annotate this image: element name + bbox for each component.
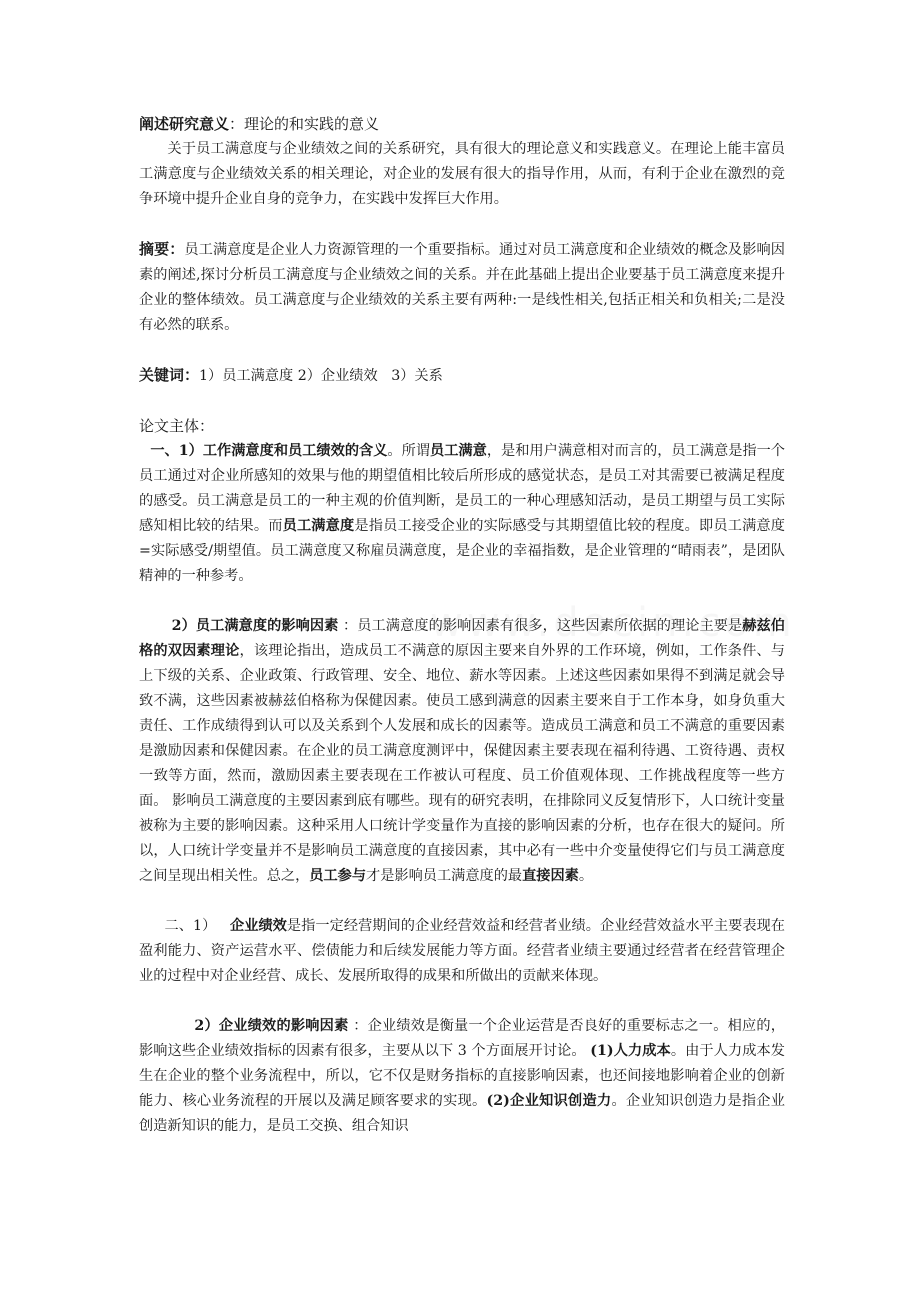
abstract-label: 摘要： <box>139 240 185 258</box>
section-3-text: 是指一定经营期间的企业经营效益和经营者业绩。企业经营效益水平主要表现在盈利能力、资产运营水平、偿债能力和后续发展能力等方面。经营者业绩主要通过经营者在经营管理企业的过程中对企业经营、成长、发展所取得的成果和所做出的贡献来体现。 <box>139 918 785 984</box>
section-2 <box>139 614 785 889</box>
section-1-text: 是指员工接受企业的实际感受与其期望值比较的程度。即员工满意度=实际感受/期望值。员工满意度又称雇员满意度，是企业的幸福指数，是企业管理的“晴雨表”，是团队精神的一种参考。 <box>139 518 785 584</box>
keyword-1: 1）员工满意度 <box>199 368 294 384</box>
significance-label: 阐述研究意义 <box>139 115 230 133</box>
section-4-bold-term: (1)人力成本 <box>590 1043 671 1059</box>
section-1-bold-term: 员工满意度 <box>282 518 355 534</box>
section-3 <box>139 914 785 989</box>
section-2-text: ，该理论指出，造成员工不满意的原因主要来自外界的工作环境，例如，工作条件、与上下级的关系、企业政策、行政管理、安全、地位、薪水等因素。上述这些因素如果得不到满足就会导致不满，这些因素被赫兹伯格称为保健因素。使员工感到满意的因素主要来自于工作本身，如身负重大责任、工作成绩得到认可以及关系到个人发展和成长的因素等。造成员工满意和员工不满意的重要因素是激励因素和保健因素。在企业的员工满意度测评中，保健因素主要表现在福利待遇、工资待遇、责权一致等方面，然而，激励因素主要表现在工作被认可程度、员工价值观体现、工作挑战程度等一些方面。 影响员工满意度的主要因素到底有哪些。现有的研究表明，在排除同义反复情形下，人口统计变量被称为主要的影响因素。这种采用人口统计学变量作为直接的影响因素的分析，也存在很大的疑问。所以，人口统计学变量并不是影响员工满意度的直接因素，其中必有一些中介变量使得它们与员工满意度之间呈现出相关性。总之， <box>139 643 785 884</box>
section-1-text: 。所谓 <box>387 443 431 459</box>
keywords-label: 关键词： <box>139 366 200 384</box>
significance-body: 关于员工满意度与企业绩效之间的关系研究，具有很大的理论意义和实践意义。在理论上能丰富员工满意度与企业绩效关系的相关理论，对企业的发展有很大的指导作用，从而，有利于企业在激烈的竞争环境中提升企业自身的竞争力，在实践中发挥巨大作用。 <box>139 141 785 207</box>
section-2-heading: 2）员工满意度的影响因素 <box>171 618 339 634</box>
keyword-2: 2）企业绩效 <box>297 368 378 384</box>
section-4-heading: 2）企业绩效的影响因素 <box>194 1018 349 1034</box>
section-2-bold-term: 直接因素 <box>522 868 579 884</box>
section-2-bold-term: 赫兹伯格的双因素理论 <box>139 618 785 659</box>
section-4-text: 。由于人力成本发生在企业的整个业务流程中，所以，它不仅是财务指标的直接影响因素，也还间接地影响着企业的创新能力、核心业务流程的开展以及满足顾客要求的实现。 <box>139 1043 785 1109</box>
section-3-number: 二、1） <box>164 918 217 934</box>
significance-heading <box>139 112 785 137</box>
section-1-text: ，是和用户满意相对而言的，员工满意是指一个员工通过对企业所感知的效果与他的期望值相比较后所形成的感觉状态，是员工对其需要已被满足程度的感受。员工满意是员工的一种主观的价值判断，是员工的一种心理感知活动，是员工期望与员工实际感知相比较的结果。而 <box>139 443 785 534</box>
section-1-heading: 一、1）工作满意度和员工绩效的含义 <box>150 443 388 459</box>
section-1-bold-term: 员工满意 <box>430 443 487 459</box>
section-4-bold-term: (2)企业知识创造力 <box>486 1093 612 1109</box>
significance-title: 理论的和实践的意义 <box>244 115 380 133</box>
keyword-3: 3）关系 <box>391 368 443 384</box>
main-label: 论文主体： <box>139 417 215 435</box>
section-4-text: 。企业知识创造力是指企业创造新知识的能力，是员工交换、组合知识 <box>139 1093 785 1134</box>
section-4-text: ：企业绩效是衡量一个企业运营是否良好的重要标志之一。相应的，影响这些企业绩效指标的因素有很多，主要从以下 3 个方面展开讨论。 <box>139 1018 785 1059</box>
section-2-text: 才是影响员工满意度的最 <box>366 868 523 884</box>
abstract-paragraph <box>139 237 785 338</box>
section-2-text: ：员工满意度的影响因素有很多，这些因素所依据的理论主要是 <box>338 618 743 634</box>
section-2-text: 。 <box>578 868 594 884</box>
section-4 <box>139 1014 785 1139</box>
section-1 <box>139 439 785 589</box>
section-2-bold-term: 员工参与 <box>309 868 367 884</box>
section-3-heading: 企业绩效 <box>229 918 287 934</box>
abstract-body: 员工满意度是企业人力资源管理的一个重要指标。通过对员工满意度和企业绩效的概念及影响因素的阐述,探讨分析员工满意度与企业绩效之间的关系。并在此基础上提出企业要基于员工满意度来提升企业的整体绩效。员工满意度与企业绩效的关系主要有两种:一是线性相关,包括正相关和负相关;二是没有必然的联系。 <box>139 242 785 333</box>
significance-colon: ： <box>229 115 245 133</box>
document-page <box>139 112 785 1139</box>
keywords-line <box>139 363 785 389</box>
